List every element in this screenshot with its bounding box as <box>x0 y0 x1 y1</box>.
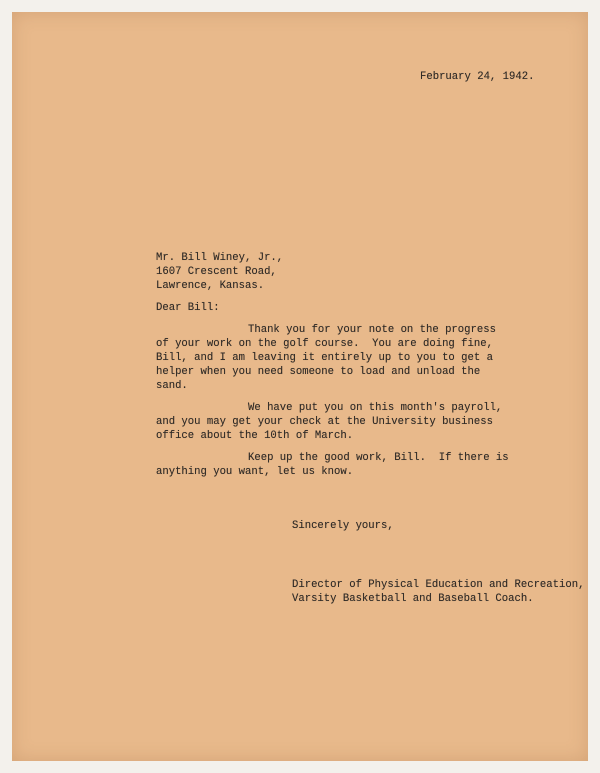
letter-page <box>12 12 588 761</box>
body-line: office about the 10th of March. <box>156 430 354 442</box>
body-line: of your work on the golf course. You are doing fine, <box>156 338 493 350</box>
body-line: Bill, and I am leaving it entirely up to you to get a <box>156 352 493 364</box>
body-line: Keep up the good work, Bill. If there is <box>248 452 509 464</box>
body-line: sand. <box>156 380 188 392</box>
body-line: and you may get your check at the University business <box>156 416 493 428</box>
body-line: helper when you need someone to load and unload the <box>156 366 481 378</box>
address-line: Lawrence, Kansas. <box>156 280 265 292</box>
closing: Sincerely yours, <box>292 520 394 532</box>
address-line: Mr. Bill Winey, Jr., <box>156 252 284 264</box>
letter-date: February 24, 1942. <box>420 71 535 83</box>
signature-title-line: Director of Physical Education and Recreation, <box>292 579 585 591</box>
body-line: We have put you on this month's payroll, <box>248 402 503 414</box>
body-line: Thank you for your note on the progress <box>248 324 496 336</box>
address-line: 1607 Crescent Road, <box>156 266 277 278</box>
signature-title-line: Varsity Basketball and Baseball Coach. <box>292 593 534 605</box>
salutation: Dear Bill: <box>156 302 220 314</box>
body-line: anything you want, let us know. <box>156 466 354 478</box>
